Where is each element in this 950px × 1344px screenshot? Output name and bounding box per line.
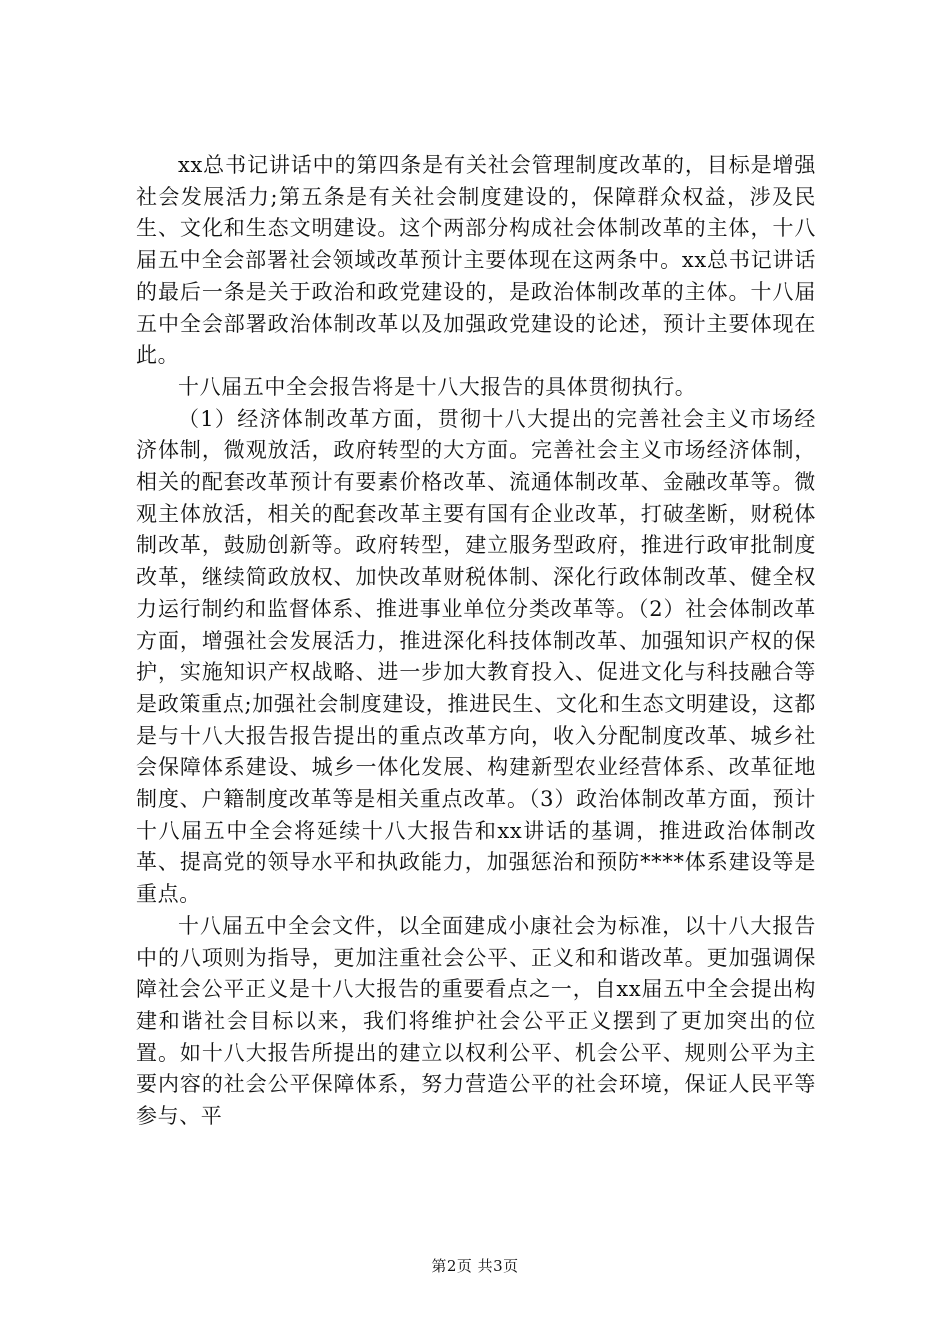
document-body (136, 150, 816, 1133)
paragraph-2: 十八届五中全会报告将是十八大报告的具体贯彻执行。 (178, 374, 697, 399)
page-footer: 第2页 共3页 (431, 1257, 519, 1275)
paragraph-4: 十八届五中全会文件，以全面建成小康社会为标准，以十八大报告中的八项则为指导，更加注重社会公平、正义和和谐改革。更加强调保障社会公平正义是十八大报告的重要看点之一，自xx届五中全会提出构建和谐社会目标以来，我们将维护社会公平正义摆到了更加突出的位置。如十八大报告所提出的建立以权利公平、机会公平、规则公平为主要内容的社会公平保障体系，努力营造公平的社会环境，保证人民平等参与、平 (136, 913, 816, 1129)
paragraph-1: xx总书记讲话中的第四条是有关社会管理制度改革的，目标是增强社会发展活力;第五条是有关社会制度建设的，保障群众权益，涉及民生、文化和生态文明建设。这个两部分构成社会体制改革的主体，十八届五中全会部署社会领域改革预计主要体现在这两条中。xx总书记讲话的最后一条是关于政治和政党建设的，是政治体制改革的主体。十八届五中全会部署政治体制改革以及加强政党建设的论述，预计主要体现在此。 (136, 153, 816, 368)
paragraph-3: （1）经济体制改革方面，贯彻十八大提出的完善社会主义市场经济体制，微观放活，政府转型的大方面。完善社会主义市场经济体制，相关的配套改革预计有要素价格改革、流通体制改革、金融改革等。微观主体放活，相关的配套改革主要有国有企业改革，打破垄断，财税体制改革，鼓励创新等。政府转型，建立服务型政府，推进行政审批制度改革，继续简政放权、加快改革财税体制、深化行政体制改革、健全权力运行制约和监督体系、推进事业单位分类改革等。（2）社会体制改革方面，增强社会发展活力，推进深化科技体制改革、加强知识产权的保护，实施知识产权战略、进一步加大教育投入、促进文化与科技融合等是政策重点;加强社会制度建设，推进民生、文化和生态文明建设，这都是与十八大报告报告提出的重点改革方向，收入分配制度改革、城乡社会保障体系建设、城乡一体化发展、构建新型农业经营体系、改革征地制度、户籍制度改革等是相关重点改革。（3）政治体制改革方面，预计十八届五中全会将延续十八大报告和xx讲话的基调，推进政治体制改革、提高党的领导水平和执政能力，加强惩治和预防****体系建设等是重点。 (136, 406, 816, 907)
